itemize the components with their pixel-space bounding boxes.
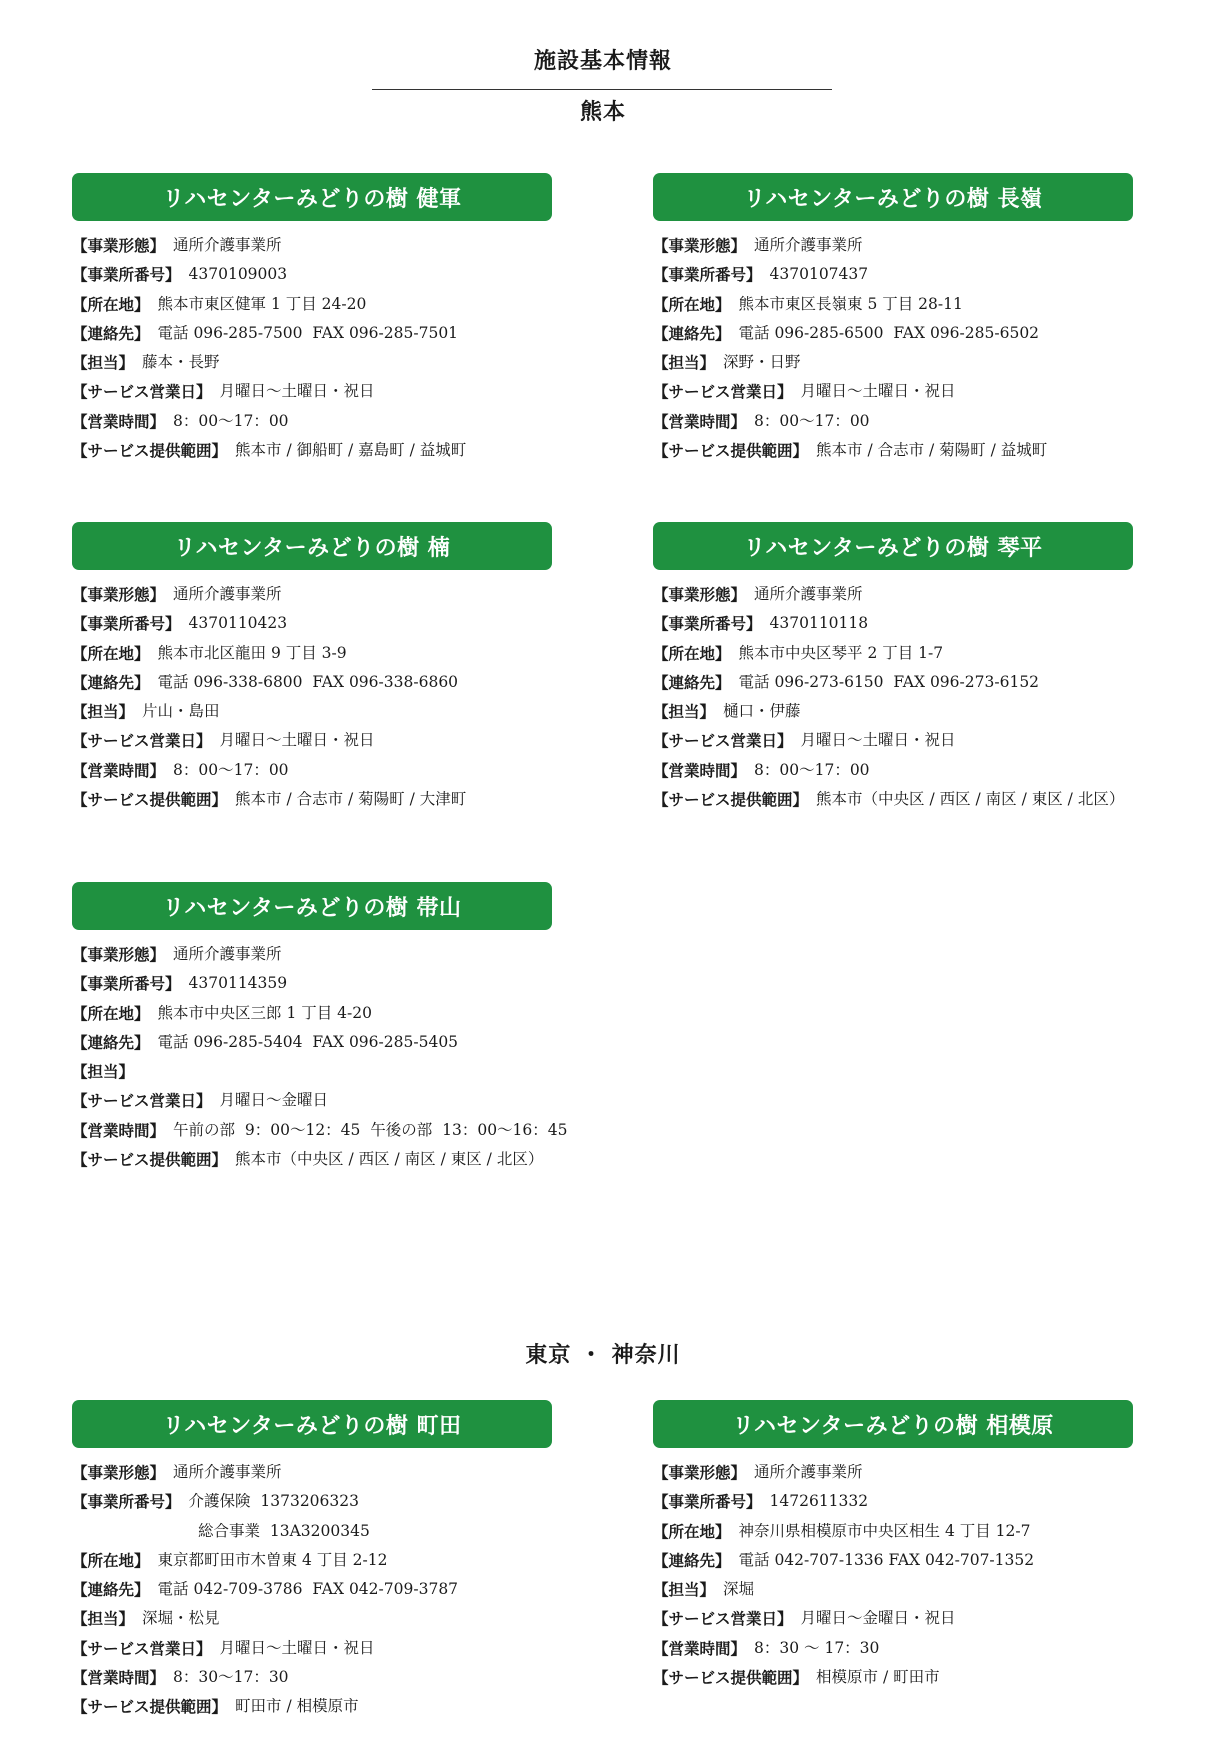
info-value: 電話 096-285-6500 FAX 096-285-6502 bbox=[738, 323, 1040, 342]
facility-card-kotohira bbox=[653, 522, 1133, 814]
info-label: 【所在地】 bbox=[72, 643, 150, 663]
info-row bbox=[653, 231, 1133, 260]
info-row bbox=[72, 668, 552, 697]
info-row bbox=[72, 1145, 552, 1174]
info-value: 熊本市 / 合志市 / 菊陽町 / 益城町 bbox=[816, 441, 1048, 460]
info-row bbox=[72, 1575, 552, 1604]
info-row bbox=[72, 1458, 552, 1487]
info-row bbox=[72, 1663, 552, 1692]
info-row bbox=[653, 1458, 1133, 1487]
info-label: 【営業時間】 bbox=[72, 1668, 166, 1688]
info-value: 電話 042-707-1336 FAX 042-707-1352 bbox=[738, 1550, 1035, 1569]
facility-name-banner: リハセンターみどりの樹 楠 bbox=[72, 522, 552, 570]
info-row bbox=[72, 697, 552, 726]
facility-info bbox=[72, 940, 568, 1174]
info-row bbox=[72, 580, 552, 609]
info-row bbox=[653, 290, 1133, 319]
info-label: 【サービス営業日】 bbox=[653, 1609, 793, 1629]
info-label: 【事業形態】 bbox=[653, 585, 747, 604]
info-row bbox=[72, 231, 552, 260]
facility-name-banner: リハセンターみどりの樹 相模原 bbox=[653, 1400, 1133, 1448]
info-value: 片山・島田 bbox=[142, 702, 220, 721]
info-label: 【営業時間】 bbox=[653, 1638, 747, 1658]
info-row bbox=[653, 639, 1133, 668]
info-row bbox=[72, 290, 552, 319]
info-value: 4370110118 bbox=[769, 614, 869, 633]
info-row bbox=[653, 319, 1133, 348]
facility-card-kusunoki bbox=[72, 522, 552, 814]
info-value: 熊本市 / 御船町 / 嘉島町 / 益城町 bbox=[235, 441, 467, 460]
info-value: 月曜日～金曜日・祝日 bbox=[800, 1609, 956, 1628]
info-label: 【事業所番号】 bbox=[653, 1492, 762, 1512]
info-label: 【事業形態】 bbox=[653, 1463, 747, 1482]
info-value: 4370107437 bbox=[769, 265, 869, 284]
info-value: 熊本市東区長嶺東 5 丁目 28-11 bbox=[738, 294, 963, 313]
info-value: 4370109003 bbox=[188, 265, 288, 284]
info-row bbox=[653, 407, 1133, 436]
info-value: 月曜日～土曜日・祝日 bbox=[800, 731, 956, 750]
info-value: 通所介護事業所 bbox=[754, 236, 863, 254]
facility-info bbox=[653, 580, 1133, 814]
info-label: 【所在地】 bbox=[653, 294, 731, 314]
info-label: 【サービス提供範囲】 bbox=[72, 1697, 228, 1717]
info-value: 月曜日～土曜日・祝日 bbox=[219, 1638, 375, 1657]
info-label: 【営業時間】 bbox=[72, 1120, 166, 1140]
info-value: 藤本・長野 bbox=[142, 353, 220, 372]
info-value: 8：00～17：00 bbox=[173, 760, 289, 779]
info-row bbox=[72, 785, 552, 814]
info-label: 【担当】 bbox=[72, 702, 135, 722]
info-label: 【連絡先】 bbox=[72, 1032, 150, 1052]
info-value: 熊本市東区健軍 1 丁目 24-20 bbox=[157, 294, 367, 313]
info-label: 【事業所番号】 bbox=[653, 265, 762, 285]
info-row bbox=[72, 639, 552, 668]
info-value: 8：00～17：00 bbox=[173, 411, 289, 430]
info-label: 【連絡先】 bbox=[653, 1550, 731, 1570]
info-value: 介護保険 1373206323 bbox=[188, 1492, 359, 1511]
info-label: 【事業形態】 bbox=[72, 945, 166, 964]
info-value: 8：00～17：00 bbox=[754, 760, 870, 779]
info-label: 【担当】 bbox=[72, 1062, 135, 1082]
info-label: 【連絡先】 bbox=[72, 323, 150, 343]
info-row bbox=[653, 1487, 1133, 1516]
info-value: 月曜日～土曜日・祝日 bbox=[219, 731, 375, 750]
info-row bbox=[72, 1604, 552, 1633]
info-label: 【事業形態】 bbox=[72, 585, 166, 604]
info-row bbox=[653, 756, 1133, 785]
info-label: 【所在地】 bbox=[72, 1003, 150, 1023]
info-label: 【所在地】 bbox=[72, 294, 150, 314]
info-row bbox=[72, 1517, 552, 1546]
info-row bbox=[72, 940, 552, 969]
info-row bbox=[72, 436, 552, 465]
info-value: 電話 096-273-6150 FAX 096-273-6152 bbox=[738, 672, 1040, 691]
info-label: 【担当】 bbox=[72, 353, 135, 373]
info-label: 【所在地】 bbox=[653, 643, 731, 663]
info-value: 電話 042-709-3786 FAX 042-709-3787 bbox=[157, 1580, 459, 1599]
info-value: 熊本市中央区琴平 2 丁目 1-7 bbox=[738, 643, 944, 662]
info-row bbox=[72, 1028, 552, 1057]
info-value: 通所介護事業所 bbox=[754, 585, 863, 603]
info-row bbox=[72, 1634, 552, 1663]
info-label: 【サービス営業日】 bbox=[72, 1091, 212, 1111]
info-value: 月曜日～土曜日・祝日 bbox=[219, 382, 375, 401]
info-value: 午前の部 9：00～12：45 午後の部 13：00～16：45 bbox=[173, 1120, 568, 1139]
info-row bbox=[72, 726, 552, 755]
info-value: 熊本市 / 合志市 / 菊陽町 / 大津町 bbox=[235, 790, 467, 809]
info-label: 【連絡先】 bbox=[653, 672, 731, 692]
info-row bbox=[653, 260, 1133, 289]
info-label: 【営業時間】 bbox=[72, 760, 166, 780]
info-row bbox=[72, 1487, 552, 1516]
facility-info bbox=[72, 231, 552, 465]
info-label: 【所在地】 bbox=[653, 1521, 731, 1541]
info-label: 【連絡先】 bbox=[653, 323, 731, 343]
info-label: 【事業形態】 bbox=[653, 236, 747, 255]
info-value: 総合事業 13A3200345 bbox=[198, 1521, 370, 1540]
info-value: 8：30～17：30 bbox=[173, 1668, 289, 1687]
info-label: 【サービス提供範囲】 bbox=[72, 790, 228, 810]
info-value: 月曜日～金曜日 bbox=[219, 1091, 329, 1110]
info-label: 【サービス提供範囲】 bbox=[653, 441, 809, 461]
info-value: 4370110423 bbox=[188, 614, 288, 633]
info-label: 【営業時間】 bbox=[653, 760, 747, 780]
info-value: 熊本市（中央区 / 西区 / 南区 / 東区 / 北区） bbox=[235, 1150, 544, 1169]
info-value: 1472611332 bbox=[769, 1492, 869, 1511]
info-value: 深堀・松見 bbox=[142, 1609, 220, 1628]
info-value: 電話 096-285-5404 FAX 096-285-5405 bbox=[157, 1032, 459, 1051]
facility-card-machida bbox=[72, 1400, 552, 1722]
facility-name-banner: リハセンターみどりの樹 長嶺 bbox=[653, 173, 1133, 221]
info-value: 樋口・伊藤 bbox=[723, 702, 801, 721]
info-row bbox=[72, 756, 552, 785]
info-row bbox=[653, 348, 1133, 377]
info-label: 【営業時間】 bbox=[653, 411, 747, 431]
region-heading-kumamoto: 熊本 bbox=[579, 99, 626, 125]
info-value: 通所介護事業所 bbox=[173, 1463, 282, 1481]
info-row bbox=[653, 580, 1133, 609]
info-row bbox=[653, 1575, 1133, 1604]
info-label: 【サービス営業日】 bbox=[72, 382, 212, 402]
info-value: 相模原市 / 町田市 bbox=[816, 1668, 940, 1687]
info-label: 【事業所番号】 bbox=[653, 614, 762, 634]
info-row bbox=[72, 1692, 552, 1721]
page-title: 施設基本情報 bbox=[533, 48, 672, 74]
facility-card-sagamihara bbox=[653, 1400, 1133, 1692]
info-value: 町田市 / 相模原市 bbox=[235, 1697, 359, 1716]
info-row bbox=[653, 1634, 1133, 1663]
info-row bbox=[72, 969, 552, 998]
info-row bbox=[653, 785, 1133, 814]
info-label: 【担当】 bbox=[653, 353, 716, 373]
info-row bbox=[653, 1604, 1133, 1633]
info-label: 【サービス提供範囲】 bbox=[72, 1150, 228, 1170]
info-label: 【営業時間】 bbox=[72, 411, 166, 431]
info-value: 月曜日～土曜日・祝日 bbox=[800, 382, 956, 401]
info-label: 【サービス提供範囲】 bbox=[653, 1668, 809, 1688]
info-row bbox=[653, 726, 1133, 755]
info-row bbox=[653, 609, 1133, 638]
info-row bbox=[72, 1116, 568, 1145]
info-label: 【連絡先】 bbox=[72, 1580, 150, 1600]
info-label: 【サービス提供範囲】 bbox=[653, 790, 809, 810]
info-value: 深堀 bbox=[723, 1580, 755, 1599]
info-value: 熊本市（中央区 / 西区 / 南区 / 東区 / 北区） bbox=[816, 790, 1125, 809]
info-row bbox=[653, 1517, 1133, 1546]
facility-card-nagamine bbox=[653, 173, 1133, 465]
info-value: 熊本市中央区三郎 1 丁目 4-20 bbox=[157, 1003, 372, 1022]
facility-name-banner: リハセンターみどりの樹 町田 bbox=[72, 1400, 552, 1448]
facility-info bbox=[653, 231, 1133, 465]
info-label: 【事業所番号】 bbox=[72, 614, 181, 634]
facility-name-banner: リハセンターみどりの樹 健軍 bbox=[72, 173, 552, 221]
facility-name-banner: リハセンターみどりの樹 琴平 bbox=[653, 522, 1133, 570]
info-row bbox=[72, 999, 552, 1028]
info-row bbox=[653, 697, 1133, 726]
facility-card-kengun bbox=[72, 173, 552, 465]
info-row bbox=[653, 1546, 1133, 1575]
info-label: 【サービス営業日】 bbox=[653, 731, 793, 751]
info-label: 【担当】 bbox=[653, 702, 716, 722]
info-value: 通所介護事業所 bbox=[173, 585, 282, 603]
info-row bbox=[72, 609, 552, 638]
facility-name-banner: リハセンターみどりの樹 帯山 bbox=[72, 882, 552, 930]
info-label: 【連絡先】 bbox=[72, 672, 150, 692]
info-label: 【担当】 bbox=[653, 1580, 716, 1600]
facility-info bbox=[72, 1458, 552, 1722]
info-row bbox=[653, 1663, 1133, 1692]
info-label: 【事業所番号】 bbox=[72, 1492, 181, 1512]
info-label: 【担当】 bbox=[72, 1609, 135, 1629]
info-row bbox=[72, 348, 552, 377]
info-value: 通所介護事業所 bbox=[173, 236, 282, 254]
info-row bbox=[653, 668, 1133, 697]
info-row bbox=[72, 1546, 552, 1575]
info-label: 【サービス営業日】 bbox=[72, 1638, 212, 1658]
info-row bbox=[72, 260, 552, 289]
info-value: 東京都町田市木曽東 4 丁目 2-12 bbox=[157, 1550, 388, 1569]
info-row bbox=[72, 377, 552, 406]
info-label: 【事業形態】 bbox=[72, 236, 166, 255]
info-value: 電話 096-338-6800 FAX 096-338-6860 bbox=[157, 672, 459, 691]
info-value: 電話 096-285-7500 FAX 096-285-7501 bbox=[157, 323, 459, 342]
info-row bbox=[653, 436, 1133, 465]
info-label: 【サービス営業日】 bbox=[72, 731, 212, 751]
info-row bbox=[72, 319, 552, 348]
info-value: 深野・日野 bbox=[723, 353, 801, 372]
info-label: 【事業形態】 bbox=[72, 1463, 166, 1482]
info-value: 8：00～17：00 bbox=[754, 411, 870, 430]
info-label: 【サービス提供範囲】 bbox=[72, 441, 228, 461]
info-row bbox=[72, 407, 552, 436]
title-divider bbox=[372, 89, 832, 90]
facility-info bbox=[653, 1458, 1133, 1692]
info-row bbox=[653, 377, 1133, 406]
info-label: 【サービス営業日】 bbox=[653, 382, 793, 402]
facility-card-obiyama bbox=[72, 882, 568, 1174]
info-value: 熊本市北区龍田 9 丁目 3-9 bbox=[157, 643, 347, 662]
info-value: 4370114359 bbox=[188, 974, 288, 993]
region-heading-tokyo-kanagawa: 東京 ・ 神奈川 bbox=[525, 1342, 681, 1368]
info-value: 神奈川県相模原市中央区相生 4 丁目 12-7 bbox=[738, 1521, 1031, 1540]
info-row bbox=[72, 1057, 552, 1086]
info-value: 通所介護事業所 bbox=[754, 1463, 863, 1481]
info-value: 通所介護事業所 bbox=[173, 945, 282, 963]
info-label: 【事業所番号】 bbox=[72, 974, 181, 994]
info-label: 【事業所番号】 bbox=[72, 265, 181, 285]
info-value: 8：30 ～ 17：30 bbox=[754, 1638, 880, 1657]
info-row bbox=[72, 1086, 552, 1115]
info-label: 【所在地】 bbox=[72, 1550, 150, 1570]
facility-info bbox=[72, 580, 552, 814]
